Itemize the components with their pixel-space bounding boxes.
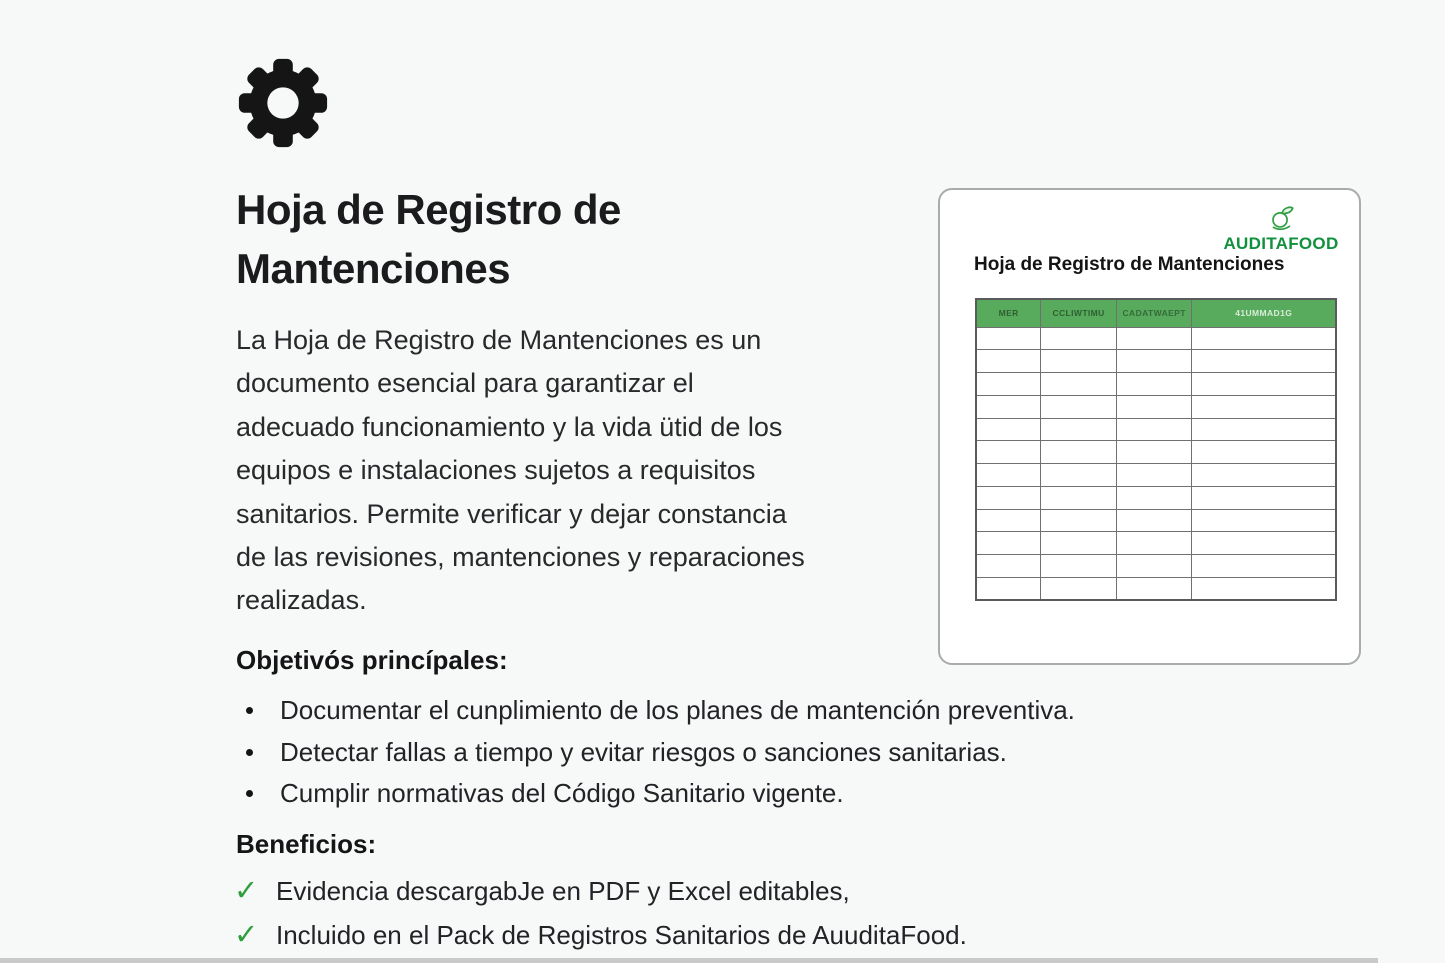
table-cell <box>976 441 1041 464</box>
table-cell <box>1192 464 1336 487</box>
brand-name: AUDITAFOOD <box>1223 234 1339 253</box>
table-header-row <box>976 299 1336 327</box>
objectives-list <box>236 690 1075 815</box>
table-cell <box>1192 441 1336 464</box>
page-title-line2: Mantenciones <box>236 245 511 292</box>
card-title: Hoja de Registro de Mantenciones <box>974 254 1285 275</box>
bullet-icon <box>246 749 253 756</box>
list-item <box>234 914 967 958</box>
table-cell <box>1041 350 1117 373</box>
list-item <box>236 690 1075 732</box>
table-cell <box>976 350 1041 373</box>
table-cell <box>976 327 1041 350</box>
bullet-icon <box>246 707 253 714</box>
table-row <box>976 532 1336 555</box>
table-cell <box>976 486 1041 509</box>
table-row <box>976 373 1336 396</box>
table-cell <box>1116 464 1192 487</box>
table-cell <box>1192 327 1336 350</box>
table-row <box>976 441 1336 464</box>
table-cell <box>1192 509 1336 532</box>
table-cell <box>976 532 1041 555</box>
table-cell <box>1116 373 1192 396</box>
table-cell <box>976 464 1041 487</box>
table-cell <box>976 577 1041 600</box>
table-cell <box>1192 350 1336 373</box>
intro-line: de las revisiones, mantenciones y reparaciones <box>236 542 805 573</box>
table-header-cell: CCLIWTIMU <box>1041 299 1117 327</box>
table-cell <box>976 555 1041 578</box>
intro-line: La Hoja de Registro de Mantenciones es un <box>236 325 762 355</box>
table-cell <box>1192 577 1336 600</box>
table-row <box>976 418 1336 441</box>
table-cell <box>976 509 1041 532</box>
table-cell <box>1116 327 1192 350</box>
table-cell <box>1041 509 1117 532</box>
objective-text: Documentar el cunplimiento de los planes de mantención preventiva. <box>280 695 1075 726</box>
table-cell <box>976 395 1041 418</box>
table-cell <box>1192 486 1336 509</box>
table-cell <box>1041 555 1117 578</box>
intro-line: equipos e instalaciones sujetos a requisitos <box>236 455 756 486</box>
table-cell <box>1116 577 1192 600</box>
table-cell <box>1116 350 1192 373</box>
bottom-edge <box>0 958 1378 963</box>
check-icon: ✓ <box>234 875 259 908</box>
maintenance-table <box>975 298 1337 601</box>
table-cell <box>1116 532 1192 555</box>
intro-line: sanitarios. Permite verificar y dejar constancia <box>236 498 787 529</box>
table-header-cell: CADATWAEPT <box>1116 299 1192 327</box>
table-cell <box>1041 395 1117 418</box>
intro-line: adecuado funcionamiento y la vida ütid de los <box>236 411 783 442</box>
table-header-cell: MER <box>976 299 1041 327</box>
table-cell <box>976 373 1041 396</box>
intro-line: documento esencial para garantizar el <box>236 368 694 399</box>
table-cell <box>1192 532 1336 555</box>
table-cell <box>1041 577 1117 600</box>
brand-block <box>1223 203 1339 254</box>
table-cell <box>1041 418 1117 441</box>
table-row <box>976 577 1336 600</box>
table-cell <box>1116 509 1192 532</box>
table-header-cell: 41UMMAD1G <box>1192 299 1336 327</box>
bullet-icon <box>246 790 253 797</box>
list-item <box>234 870 967 914</box>
list-item <box>236 773 1075 815</box>
list-item <box>236 732 1075 774</box>
page-title <box>236 180 621 298</box>
benefit-text: Incluido en el Pack de Registros Sanitarios de AuuditaFood. <box>276 919 967 950</box>
check-icon: ✓ <box>234 918 259 951</box>
table-row <box>976 464 1336 487</box>
intro-line: realizadas. <box>236 585 367 616</box>
table-cell <box>1116 486 1192 509</box>
intro-paragraph <box>236 319 805 623</box>
table-cell <box>1192 555 1336 578</box>
page-title-line1: Hoja de Registro de <box>236 186 621 233</box>
benefits-heading: Beneficios: <box>236 829 377 859</box>
preview-card <box>938 188 1361 665</box>
objectives-heading: Objetivós princípales: <box>236 645 508 675</box>
table-cell <box>1116 555 1192 578</box>
objective-text: Detectar fallas a tiempo y evitar riesgos o sanciones sanitarias. <box>280 736 1007 767</box>
auditafood-logo-icon <box>1266 203 1296 233</box>
gear-icon <box>234 54 332 152</box>
table-cell <box>1041 373 1117 396</box>
table-cell <box>1041 441 1117 464</box>
table-row <box>976 486 1336 509</box>
table-row <box>976 395 1336 418</box>
table-cell <box>976 418 1041 441</box>
benefits-list <box>234 870 967 957</box>
table-cell <box>1041 486 1117 509</box>
table-row <box>976 509 1336 532</box>
benefit-text: Evidencia descargabJe en PDF y Excel editables, <box>276 876 850 907</box>
table-row <box>976 327 1336 350</box>
table-row <box>976 555 1336 578</box>
table-cell <box>1041 327 1117 350</box>
objective-text: Cumplir normativas del Código Sanitario vigente. <box>280 778 844 809</box>
table-cell <box>1116 441 1192 464</box>
table-cell <box>1116 418 1192 441</box>
table-cell <box>1041 532 1117 555</box>
table-cell <box>1116 395 1192 418</box>
table-cell <box>1192 418 1336 441</box>
table-cell <box>1041 464 1117 487</box>
table-cell <box>1192 373 1336 396</box>
table-row <box>976 350 1336 373</box>
table-cell <box>1192 395 1336 418</box>
